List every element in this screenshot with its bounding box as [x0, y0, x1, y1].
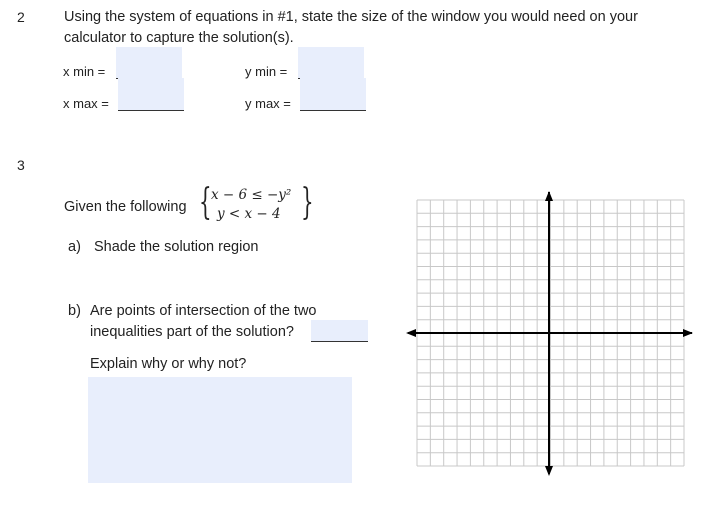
axes	[406, 191, 693, 476]
intersection-answer-input[interactable]	[311, 320, 368, 341]
xmin-label: x min =	[63, 64, 106, 79]
ymax-field[interactable]	[300, 78, 366, 111]
xmin-input[interactable]	[116, 47, 182, 78]
intersection-answer-field[interactable]	[311, 320, 368, 342]
right-brace: }	[301, 182, 314, 223]
part-a-text: Shade the solution region	[94, 239, 259, 255]
part-a-label: a)	[68, 239, 81, 255]
inequality-1: x − 6 ≤ −y²	[211, 187, 292, 203]
xmax-input[interactable]	[118, 78, 184, 110]
question-number-3: 3	[17, 157, 25, 173]
xmax-label: x max =	[63, 96, 109, 111]
explain-label: Explain why or why not?	[90, 356, 247, 372]
question-2-prompt	[64, 7, 704, 49]
question-2-line-1: Using the system of equations in #1, state the size of the window you would need on your	[64, 9, 638, 25]
y-axis-up-arrow-icon	[545, 191, 553, 201]
coordinate-grid[interactable]	[400, 186, 700, 478]
x-axis-left-arrow-icon	[406, 329, 416, 337]
part-b-line-2: inequalities part of the solution?	[90, 324, 294, 340]
ymax-input[interactable]	[300, 78, 366, 110]
xmax-field[interactable]	[118, 78, 184, 111]
part-b-prompt	[90, 301, 317, 343]
x-axis-right-arrow-icon	[683, 329, 693, 337]
question-2-line-2: calculator to capture the solution(s).	[64, 30, 294, 46]
inequality-2: y < x − 4	[217, 206, 281, 222]
left-brace: {	[199, 182, 212, 223]
explanation-answer-box[interactable]	[88, 377, 352, 483]
ymin-field[interactable]	[298, 47, 364, 79]
inequality-system	[199, 182, 319, 226]
xmin-field[interactable]	[116, 47, 182, 79]
ymin-label: y min =	[245, 64, 288, 79]
part-b-label: b)	[68, 303, 81, 319]
given-label: Given the following	[64, 199, 187, 215]
question-number-2: 2	[17, 9, 25, 25]
ymin-input[interactable]	[298, 47, 364, 78]
y-axis-down-arrow-icon	[545, 466, 553, 476]
ymax-label: y max =	[245, 96, 291, 111]
part-b-line-1: Are points of intersection of the two	[90, 303, 317, 319]
